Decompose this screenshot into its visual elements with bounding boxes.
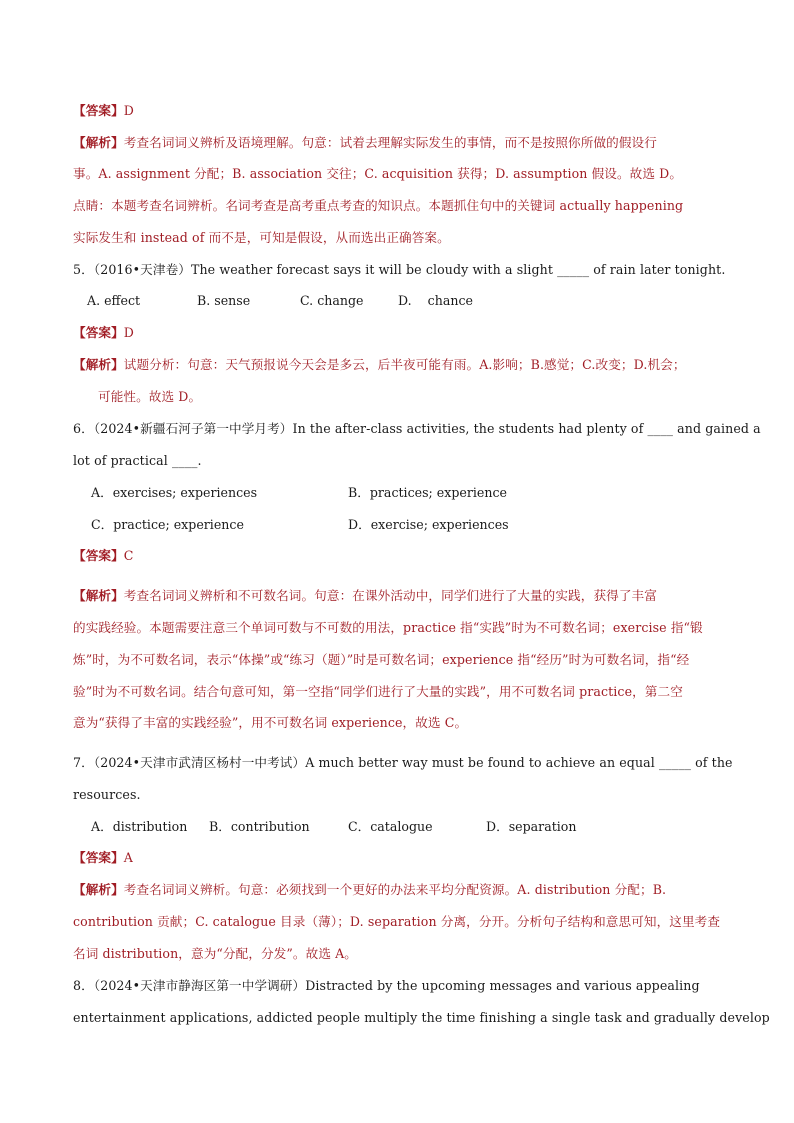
- analysis-line: 炼”时，为不可数名词，表示“体操”或“练习（题）”时是可数名词；experience 指“经历”时为可数名词，指“经: [73, 652, 690, 667]
- answer-line-5: 【答案】D: [73, 325, 134, 340]
- analysis-line: 名词 distribution，意为“分配，分发”。故选 A。: [73, 946, 358, 961]
- answer-value: A: [123, 850, 133, 865]
- option-b: B. sense: [197, 293, 251, 308]
- analysis-line: 的实践经验。本题需要注意三个单词可数与不可数的用法，practice 指“实践”时为不可数名词；exercise 指“锻: [73, 620, 703, 635]
- analysis-line: 意为“获得了丰富的实践经验”，用不可数名词 experience，故选 C。: [73, 715, 468, 730]
- answer-line-7: 【答案】A: [73, 850, 133, 865]
- analysis-line: 验”时为不可数名词。结合句意可知，第一空指“同学们进行了大量的实践”，用不可数名词 practice，第二空: [73, 684, 683, 699]
- option-c: C．practice; experience: [91, 517, 244, 532]
- option-a: A．distribution: [91, 819, 188, 834]
- analysis-line: 事。A. assignment 分配；B. association 交往；C. acquisition 获得；D. assumption 假设。故选 D。: [73, 166, 683, 181]
- option-c: C. change: [300, 293, 364, 308]
- note-line: 点睛：本题考查名词辨析。名词考查是高考重点考查的知识点。本题抓住句中的关键词 actually happening: [73, 198, 684, 213]
- analysis-line: 【解析】考查名词词义辨析和不可数名词。句意：在课外活动中，同学们进行了大量的实践，获得了丰富: [73, 588, 657, 603]
- option-d: D．exercise; experiences: [348, 517, 509, 532]
- note-line: 实际发生和 instead of 而不是，可知是假设，从而选出正确答案。: [73, 230, 450, 245]
- option-c: C．catalogue: [348, 819, 433, 834]
- analysis-line: contribution 贡献；C. catalogue 目录（薄）；D. separation 分离，分开。分析句子结构和意思可知，这里考查: [73, 914, 721, 929]
- question-7-stem: 7．（2024•天津市武清区杨村一中考试）A much better way must be found to achieve an equal _____ of the: [73, 755, 733, 770]
- analysis-line: 【解析】考查名词词义辨析及语境理解。句意：试着去理解实际发生的事情，而不是按照你所做的假设行: [73, 135, 657, 150]
- option-d: D．separation: [486, 819, 577, 834]
- analysis-line: 可能性。故选 D。: [98, 389, 202, 404]
- answer-value: C: [123, 548, 134, 563]
- question-6-stem: lot of practical ____.: [73, 453, 202, 468]
- option-b: B．practices; experience: [348, 485, 507, 500]
- question-6-stem: 6．（2024•新疆石河子第一中学月考）In the after-class activities, the students had plenty of ____ and gained a: [73, 421, 761, 436]
- question-8-stem: 8．（2024•天津市静海区第一中学调研）Distracted by the upcoming messages and various appealing: [73, 978, 700, 993]
- question-8-stem: entertainment applications, addicted people multiply the time finishing a single task and gradually develop: [73, 1010, 770, 1025]
- option-d: D. chance: [398, 293, 473, 308]
- question-5-stem: 5．（2016•天津卷）The weather forecast says it will be cloudy with a slight _____ of rain later tonight.: [73, 262, 726, 277]
- analysis-line: 【解析】试题分析：句意：天气预报说今天会是多云，后半夜可能有雨。A.影响；B.感觉；C.改变；D.机会；: [73, 357, 686, 372]
- answer-line-6: 【答案】C: [73, 548, 134, 563]
- question-7-stem: resources.: [73, 787, 141, 802]
- option-a: A．exercises; experiences: [91, 485, 258, 500]
- answer-line-4: 【答案】D: [73, 103, 134, 118]
- answer-value: D: [123, 325, 134, 340]
- analysis-line: 【解析】考查名词词义辨析。句意：必须找到一个更好的办法来平均分配资源。A. distribution 分配；B.: [73, 882, 667, 897]
- option-b: B．contribution: [209, 819, 310, 834]
- answer-value: D: [123, 103, 134, 118]
- option-a: A. effect: [87, 293, 141, 308]
